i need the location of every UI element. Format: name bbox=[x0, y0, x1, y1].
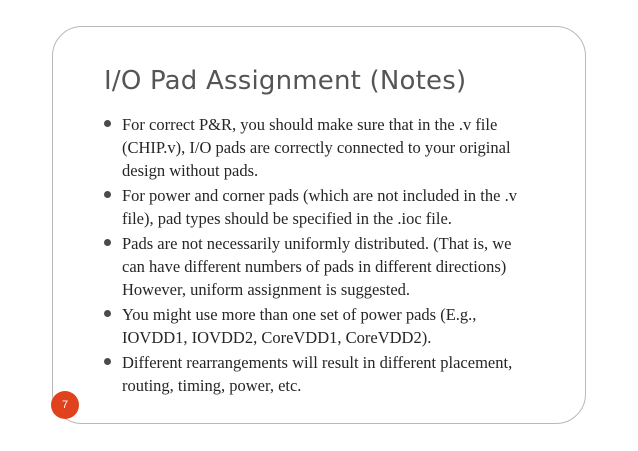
bullet-text-line: design without pads. bbox=[122, 161, 259, 180]
bullet-text-line: routing, timing, power, etc. bbox=[122, 376, 302, 395]
bullet-text-line: However, uniform assignment is suggested. bbox=[122, 280, 411, 299]
bullet-text-line: can have different numbers of pads in different directions) bbox=[122, 257, 507, 276]
bullet-item bbox=[104, 232, 564, 301]
bullet-icon bbox=[104, 310, 111, 317]
bullet-item bbox=[104, 184, 564, 230]
page-number-badge: 7 bbox=[51, 391, 79, 419]
bullet-text-line: For correct P&R, you should make sure that in the .v file bbox=[122, 115, 498, 134]
slide-title: I/O Pad Assignment (Notes) bbox=[104, 66, 467, 96]
bullet-text-line: For power and corner pads (which are not included in the .v bbox=[122, 186, 517, 205]
bullet-text-line: file), pad types should be specified in the .ioc file. bbox=[122, 209, 452, 228]
bullet-text-line: (CHIP.v), I/O pads are correctly connected to your original bbox=[122, 138, 511, 157]
bullet-item bbox=[104, 113, 564, 182]
bullet-icon bbox=[104, 120, 111, 127]
bullet-text-line: Pads are not necessarily uniformly distributed. (That is, we bbox=[122, 234, 512, 253]
bullet-text-line: Different rearrangements will result in different placement, bbox=[122, 353, 513, 372]
bullet-item bbox=[104, 303, 564, 349]
bullet-icon bbox=[104, 239, 111, 246]
bullet-icon bbox=[104, 191, 111, 198]
bullet-text-line: You might use more than one set of power pads (E.g., bbox=[122, 305, 477, 324]
bullet-item bbox=[104, 351, 564, 397]
bullet-list bbox=[104, 113, 564, 399]
bullet-icon bbox=[104, 358, 111, 365]
bullet-text-line: IOVDD1, IOVDD2, CoreVDD1, CoreVDD2). bbox=[122, 328, 432, 347]
